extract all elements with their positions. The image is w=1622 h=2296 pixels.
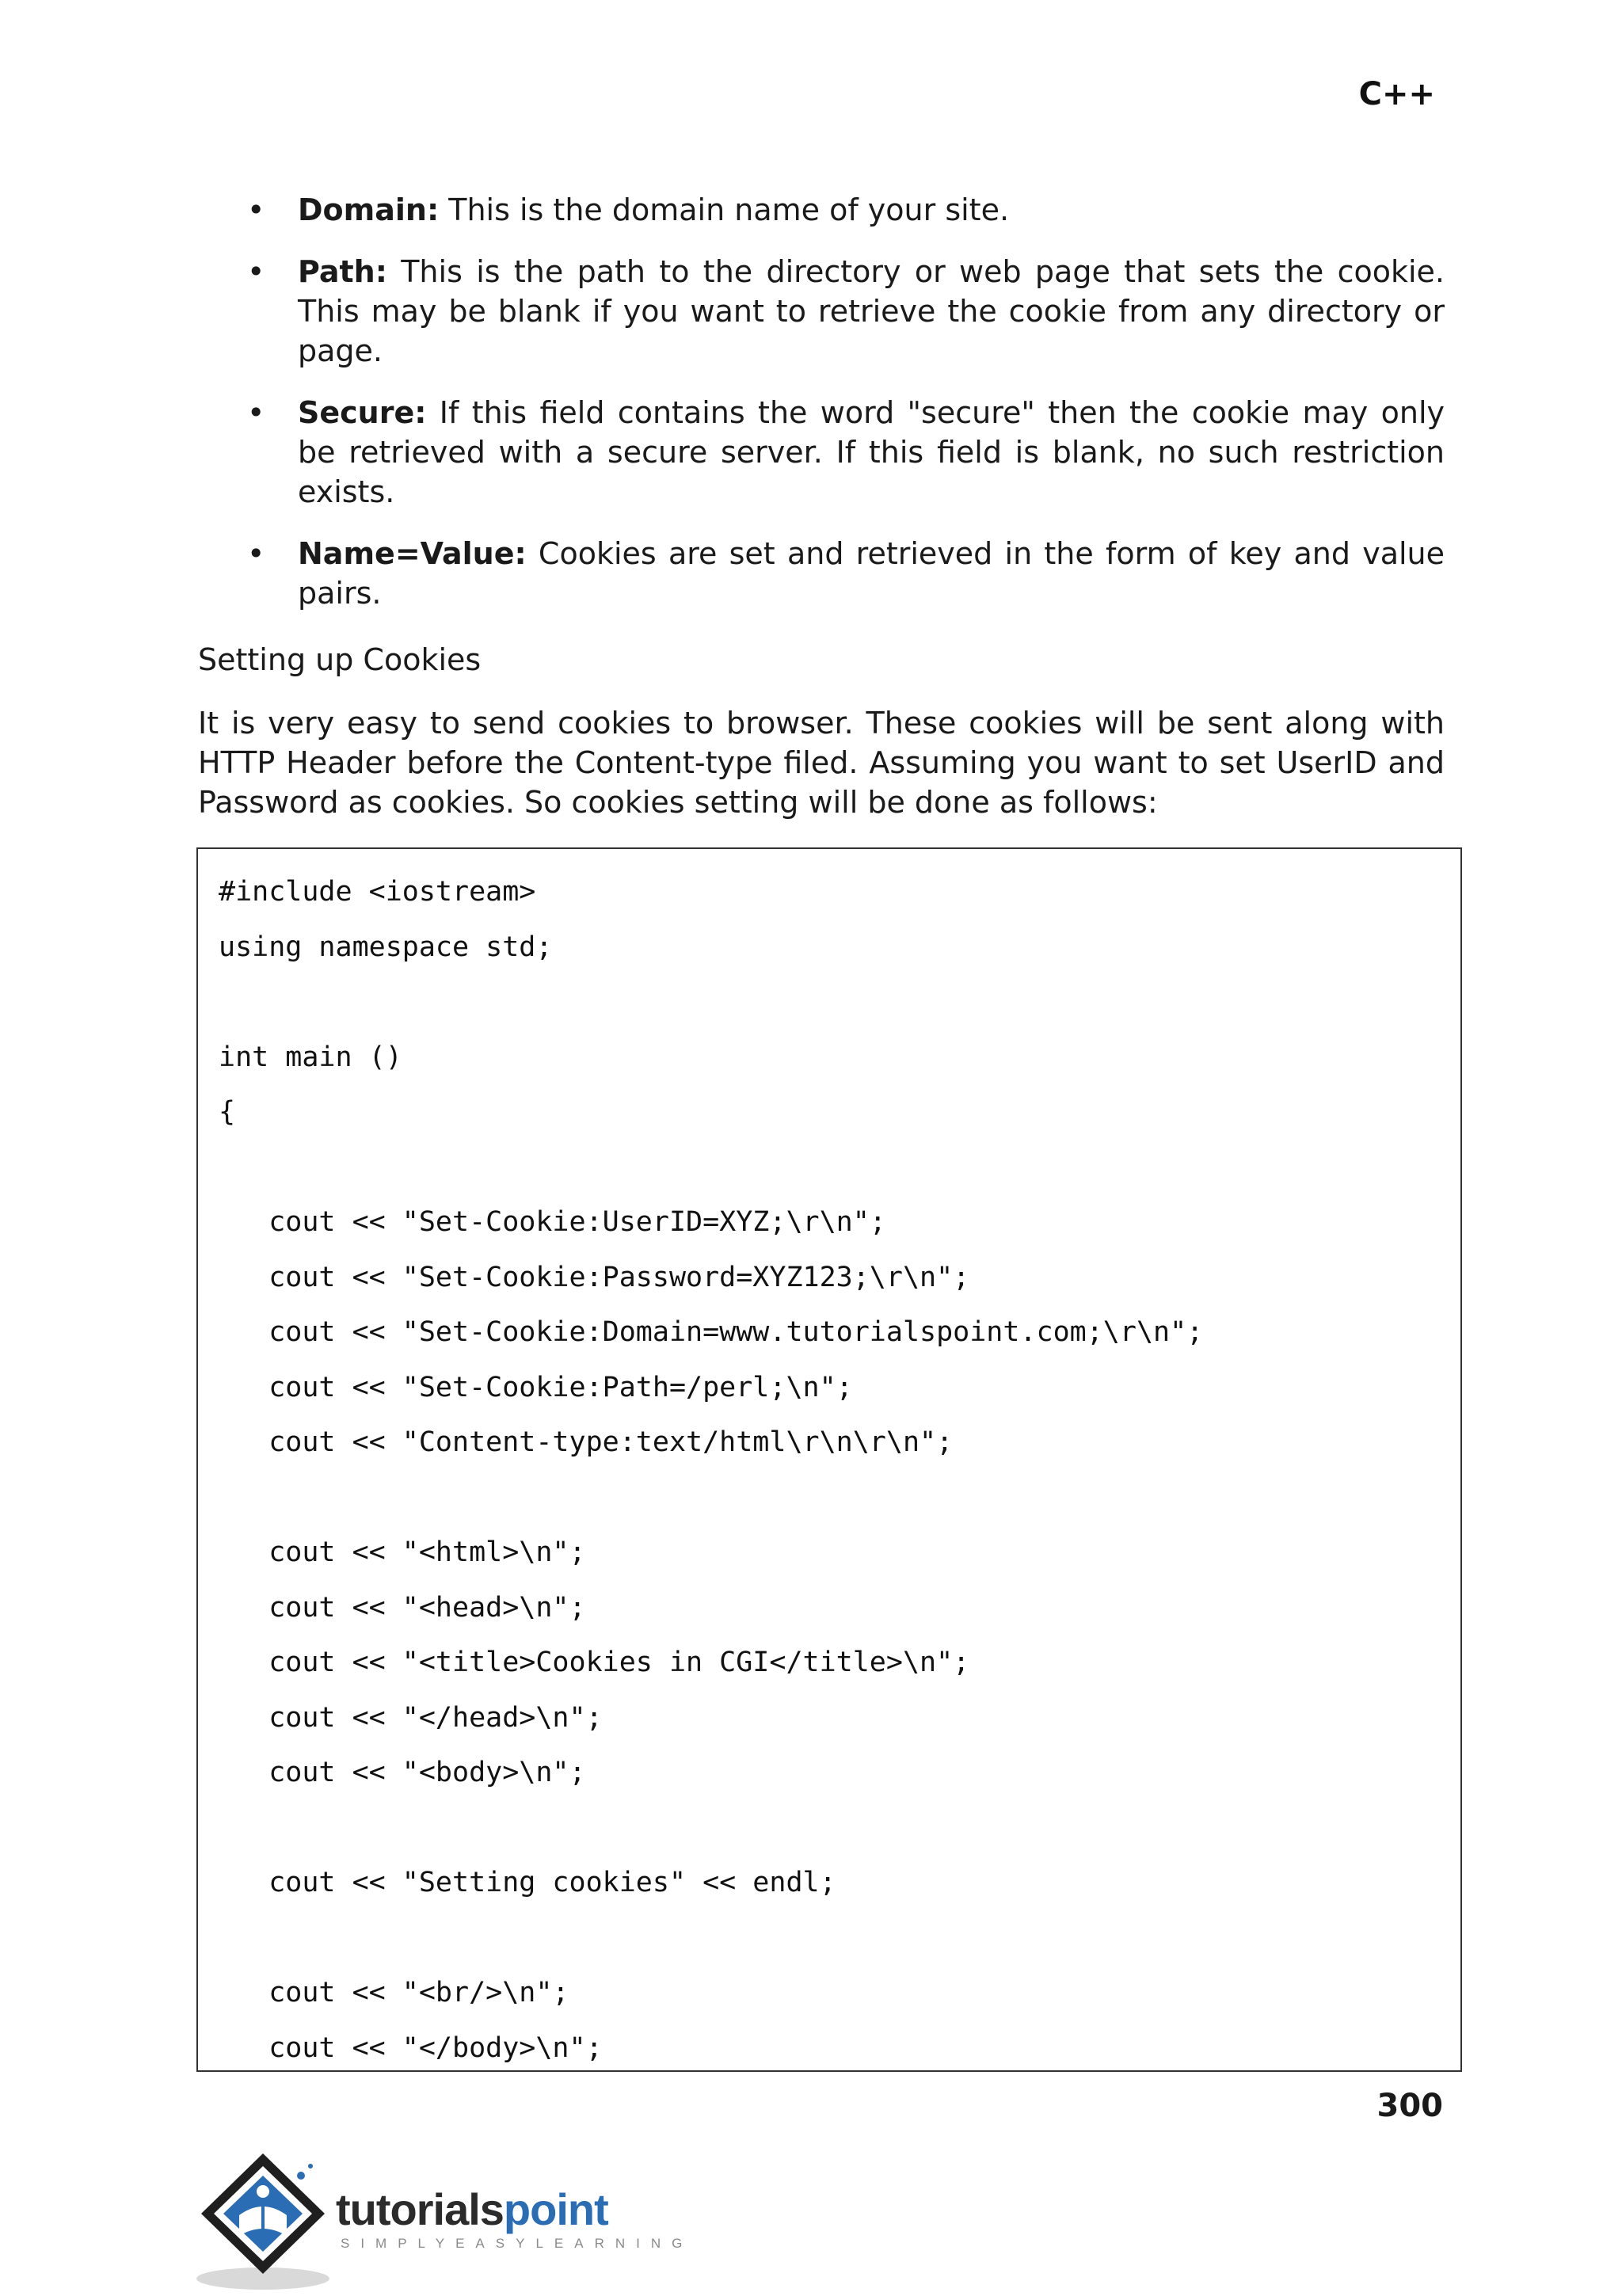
cookie-fields-list: [198, 190, 1445, 635]
bullet-text: Cookies are set and retrieved in the form of key and value pairs.: [298, 536, 1445, 611]
code-line: cout << "Content-type:text/html\r\n\r\n";: [219, 1426, 954, 1458]
bullet-text: This is the path to the directory or web page that sets the cookie. This may be blank if you want to retrieve the cookie from any directory or page.: [298, 254, 1445, 368]
list-item: [198, 252, 1445, 371]
list-item: [198, 534, 1445, 613]
code-line: #include <iostream>: [219, 876, 536, 908]
code-line: cout << "<html>\n";: [219, 1536, 586, 1568]
code-line: {: [219, 1096, 236, 1128]
intro-paragraph: It is very easy to send cookies to browser. These cookies will be sent along with HTTP Header before the Content-type filed. Assuming you want to set UserID and Password as cookies. So cookies setting will be done as follows:: [198, 706, 1445, 820]
list-item: [198, 190, 1445, 230]
code-line: cout << "</body>\n";: [219, 2031, 603, 2064]
bullet-icon: •: [247, 254, 265, 289]
code-line: [219, 1801, 1440, 1856]
code-line: cout << "</head>\n";: [219, 1701, 603, 1734]
logo-tagline: SIMPLYEASYLEARNING: [341, 2236, 694, 2251]
code-line: int main (): [219, 1041, 402, 1073]
logo-diamond-icon: [195, 2142, 337, 2293]
logo-wordmark: tutorialspoint: [336, 2184, 608, 2234]
code-line: cout << "<head>\n";: [219, 1591, 586, 1624]
bullet-text: This is the domain name of your site.: [439, 192, 1010, 227]
bullet-term: Path:: [298, 254, 387, 289]
code-line: cout << "<title>Cookies in CGI</title>\n";: [219, 1647, 970, 1678]
code-line: [219, 1471, 1440, 1526]
bullet-term: Name=Value:: [298, 536, 527, 571]
code-line: [219, 1140, 1440, 1196]
bullet-icon: •: [247, 192, 265, 227]
code-line: [219, 975, 1440, 1030]
code-line: cout << "Set-Cookie:UserID=XYZ;\r\n";: [219, 1206, 886, 1238]
code-line: [219, 1911, 1440, 1967]
tutorialspoint-logo: [195, 2142, 694, 2293]
page-header-title: C++: [1358, 76, 1435, 112]
code-line: cout << "Set-Cookie:Password=XYZ123;\r\n";: [219, 1261, 970, 1293]
code-line: cout << "Set-Cookie:Domain=www.tutorialspoint.com;\r\n";: [219, 1316, 1204, 1348]
bullet-term: Domain:: [298, 192, 440, 227]
code-line: using namespace std;: [219, 931, 553, 963]
bullet-term: Secure:: [298, 395, 427, 430]
section-heading: Setting up Cookies: [198, 642, 482, 677]
code-line: cout << "Set-Cookie:Path=/perl;\n";: [219, 1371, 853, 1403]
code-block: [196, 847, 1462, 2072]
bullet-text: If this field contains the word "secure" then the cookie may only be retrieved with a secure server. If this field is blank, no such restriction exists.: [298, 395, 1445, 509]
bullet-icon: •: [247, 536, 265, 571]
bullet-icon: •: [247, 395, 265, 430]
code-line: cout << "<br/>\n";: [219, 1977, 569, 2009]
page-number: 300: [1376, 2088, 1443, 2124]
code-line: cout << "Setting cookies" << endl;: [219, 1867, 836, 1898]
list-item: [198, 393, 1445, 512]
code-line: cout << "<body>\n";: [219, 1757, 586, 1788]
